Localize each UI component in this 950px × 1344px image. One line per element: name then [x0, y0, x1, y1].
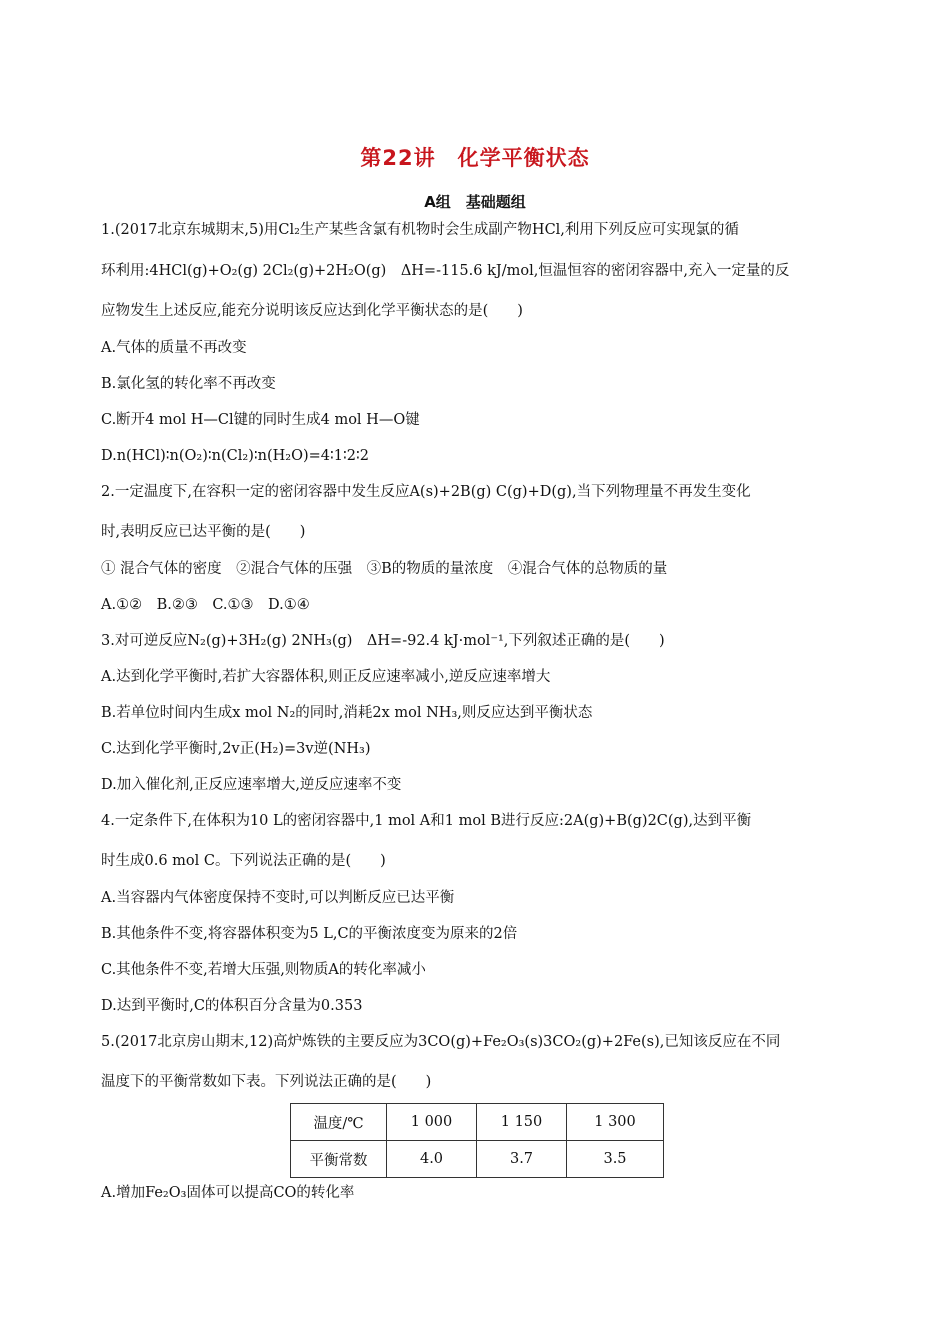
- table-row: [291, 1104, 664, 1141]
- option-line: B.氯化氢的转化率不再改变: [101, 376, 276, 392]
- text-line: 应物发生上述反应,能充分说明该反应达到化学平衡状态的是( ): [101, 303, 523, 319]
- option-line: C.其他条件不变,若增大压强,则物质A的转化率减小: [101, 962, 426, 978]
- table-cell: 3.5: [567, 1141, 664, 1178]
- text-line: 环利用:4HCl(g)+O₂(g) 2Cl₂(g)+2H₂O(g) ΔH=-115.6 kJ/mol,恒温恒容的密闭容器中,充入一定量的反: [101, 263, 790, 279]
- table-cell: 平衡常数: [291, 1141, 387, 1178]
- equilibrium-constant-table: [290, 1103, 664, 1178]
- option-line: C.断开4 mol H—Cl键的同时生成4 mol H—O键: [101, 412, 420, 428]
- option-line: D.n(HCl)∶n(O₂)∶n(Cl₂)∶n(H₂O)=4∶1∶2∶2: [101, 448, 369, 464]
- option-line: D.加入催化剂,正反应速率增大,逆反应速率不变: [101, 777, 402, 793]
- text-line: 2.一定温度下,在容积一定的密闭容器中发生反应A(s)+2B(g) C(g)+D(g),当下列物理量不再发生变化: [101, 484, 751, 500]
- table-cell: 3.7: [477, 1141, 567, 1178]
- text-line: ① 混合气体的密度 ②混合气体的压强 ③B的物质的量浓度 ④混合气体的总物质的量: [101, 561, 668, 577]
- table-cell: 1 150: [477, 1104, 567, 1141]
- section-subtitle: A组 基础题组: [424, 193, 526, 211]
- option-line: A.气体的质量不再改变: [101, 340, 247, 356]
- text-line: 时生成0.6 mol C。下列说法正确的是( ): [101, 853, 386, 869]
- table-cell: 1 000: [387, 1104, 477, 1141]
- option-line: D.达到平衡时,C的体积百分含量为0.353: [101, 998, 363, 1014]
- option-line: B.其他条件不变,将容器体积变为5 L,C的平衡浓度变为原来的2倍: [101, 926, 518, 942]
- option-line: B.若单位时间内生成x mol N₂的同时,消耗2x mol NH₃,则反应达到平衡状态: [101, 705, 593, 721]
- option-line: A.达到化学平衡时,若扩大容器体积,则正反应速率减小,逆反应速率增大: [101, 669, 551, 685]
- table-cell: 1 300: [567, 1104, 664, 1141]
- text-line: 4.一定条件下,在体积为10 L的密闭容器中,1 mol A和1 mol B进行反应:2A(g)+B(g)2C(g),达到平衡: [101, 813, 752, 829]
- table-cell: 温度/℃: [291, 1104, 387, 1141]
- text-line: 5.(2017北京房山期末,12)高炉炼铁的主要反应为3CO(g)+Fe₂O₃(s)3CO₂(g)+2Fe(s),已知该反应在不同: [101, 1034, 781, 1050]
- text-line: 温度下的平衡常数如下表。下列说法正确的是( ): [101, 1074, 432, 1090]
- text-line: 时,表明反应已达平衡的是( ): [101, 524, 306, 540]
- text-line: 3.对可逆反应N₂(g)+3H₂(g) 2NH₃(g) ΔH=-92.4 kJ·mol⁻¹,下列叙述正确的是( ): [101, 633, 665, 649]
- table-cell: 4.0: [387, 1141, 477, 1178]
- option-line: A.增加Fe₂O₃固体可以提高CO的转化率: [101, 1185, 355, 1201]
- text-line: 1.(2017北京东城期末,5)用Cl₂生产某些含氯有机物时会生成副产物HCl,利用下列反应可实现氯的循: [101, 222, 739, 238]
- lecture-title: 第22讲 化学平衡状态: [360, 146, 590, 170]
- option-line: C.达到化学平衡时,2v正(H₂)=3v逆(NH₃): [101, 741, 371, 757]
- table-row: [291, 1141, 664, 1178]
- option-line: A.①② B.②③ C.①③ D.①④: [101, 597, 310, 613]
- option-line: A.当容器内气体密度保持不变时,可以判断反应已达平衡: [101, 890, 455, 906]
